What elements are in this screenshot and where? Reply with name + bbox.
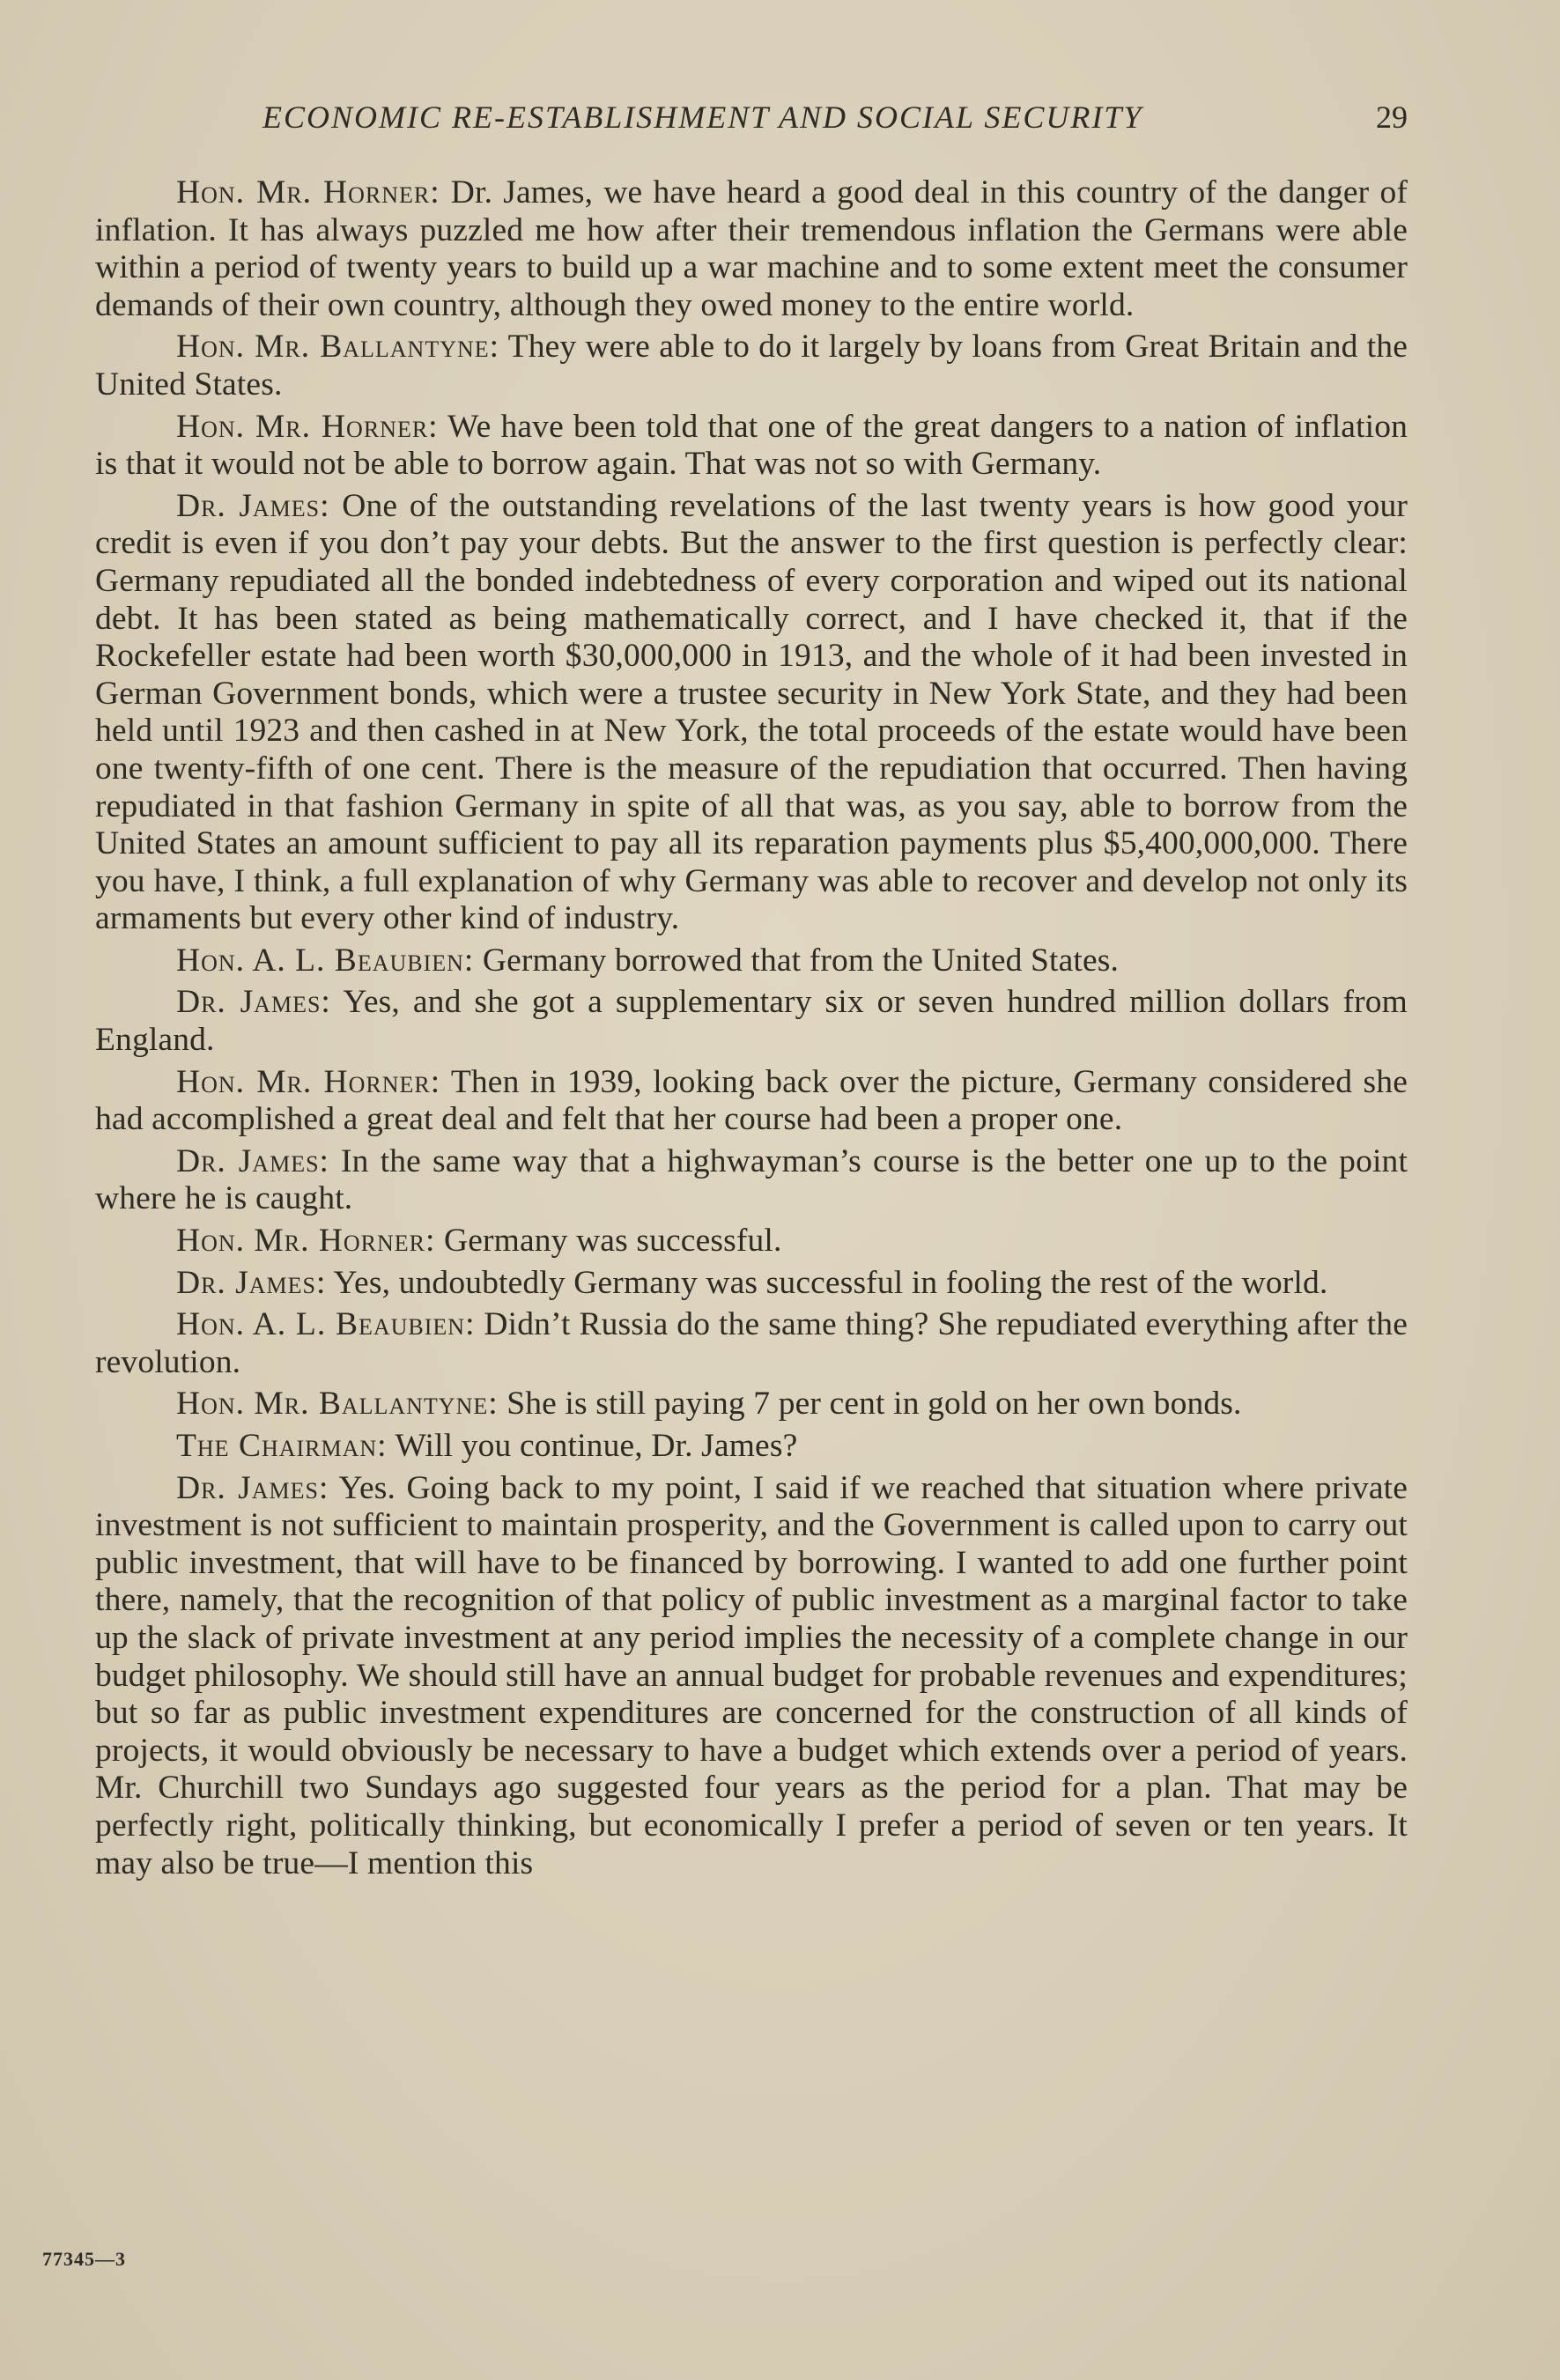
paragraph-text: Yes, undoubtedly Germany was successful in fooling the rest of the world. [326, 1264, 1328, 1301]
speaker-name: Dr. James: [176, 487, 330, 524]
paragraph [95, 984, 1408, 1059]
paragraph [95, 1386, 1408, 1423]
paragraph-text: Germany borrowed that from the United States. [474, 942, 1120, 979]
speaker-name: Dr. James: [176, 1142, 329, 1179]
paragraph-text: They were able to do it largely by loans from Great Britain and the United States. [95, 329, 1408, 403]
paragraph [95, 409, 1408, 484]
paragraph-text: Yes. Going back to my point, I said if we reached that situation where private investment is not sufficient to maintain prosperity, and the Government is called upon to carry out public investment, that will have to be financed by borrowing. I wanted to add one further point there, namely, that the recognition of that policy of public investment as a marginal factor to take up the slack of private investment at any period implies the necessity of a complete change in our budget philosophy. We should still have an annual budget for probable revenues and expenditures; but so far as public investment expenditures are concerned for the construction of all kinds of projects, it would obviously be necessary to have a budget which extends over a period of years. Mr. Churchill two Sundays ago suggested four years as the period for a plan. That may be perfectly right, politically thinking, but economically I prefer a period of seven or ten years. It may also be true—I mention this [95, 1469, 1408, 1881]
body-text [95, 174, 1408, 1887]
paragraph [95, 1470, 1408, 1883]
paragraph [95, 1143, 1408, 1218]
speaker-name: Hon. Mr. Ballantyne: [176, 329, 500, 366]
running-title: ECONOMIC RE-ESTABLISHMENT AND SOCIAL SECURITY [262, 100, 1143, 135]
speaker-name: Dr. James: [176, 1264, 327, 1301]
paragraph [95, 1306, 1408, 1381]
speaker-name: The Chairman: [176, 1428, 388, 1464]
paragraph [95, 1265, 1408, 1303]
running-head [95, 99, 1408, 148]
speaker-name: Hon. Mr. Ballantyne: [176, 1386, 499, 1423]
paragraph-text: Will you continue, Dr. James? [387, 1428, 798, 1464]
speaker-name: Dr. James: [176, 984, 331, 1021]
paragraph [95, 942, 1408, 980]
printer-signature: 77345—3 [42, 2248, 126, 2270]
speaker-name: Hon. Mr. Horner: [176, 174, 440, 211]
page-number: 29 [1376, 100, 1408, 135]
speaker-name: Hon. Mr. Horner: [176, 1063, 441, 1100]
speaker-name: Hon. A. L. Beaubien: [176, 942, 475, 979]
speaker-name: Hon. A. L. Beaubien: [176, 1306, 476, 1343]
paragraph [95, 1223, 1408, 1260]
paragraph-text: Didn’t Russia do the same thing? She repudiated everything after the revolution. [95, 1306, 1408, 1380]
paragraph-text: Germany was successful. [435, 1223, 782, 1260]
paragraph-text: We have been told that one of the great dangers to a nation of inflation is that it would not be able to borrow again. That was not so with Germany. [95, 408, 1408, 483]
speaker-name: Hon. Mr. Horner: [176, 1223, 436, 1260]
paragraph-text: Yes, and she got a supplementary six or seven hundred million dollars from England. [95, 984, 1408, 1059]
speaker-name: Hon. Mr. Horner: [176, 408, 439, 445]
speaker-name: Dr. James: [176, 1469, 329, 1506]
paragraph-text: In the same way that a highwayman’s course is the better one up to the point where he is caught. [95, 1142, 1408, 1217]
paragraph-text: Then in 1939, looking back over the picture, Germany considered she had accomplished a great deal and felt that her course had been a proper one. [95, 1063, 1408, 1138]
paragraph-text: One of the outstanding revelations of the last twenty years is how good your credit is even if you don’t pay your debts. But the answer to the first question is perfectly clear: Germany repudiated all the bonded indebtedness of every corporation and wiped out its national debt. It has been stated as being mathematically correct, and I have checked it, that if the Rockefeller estate had been worth $30,000,000 in 1913, and the whole of it had been invested in German Government bonds, which were a trustee security in New York State, and they had been held until 1923 and then cashed in at New York, the total proceeds of the estate would have been one twenty-fifth of one cent. There is the measure of the repudiation that occurred. Then having repudiated in that fashion Germany in spite of all that was, as you say, able to borrow from the United States an amount sufficient to pay all its reparation payments plus $5,400,000,000. There you have, I think, a full explanation of why Germany was able to recover and develop not only its armaments but every other kind of industry. [95, 487, 1408, 937]
paragraph [95, 329, 1408, 403]
paragraph [95, 488, 1408, 938]
paragraph [95, 174, 1408, 324]
paragraph [95, 1064, 1408, 1139]
paragraph [95, 1428, 1408, 1466]
paragraph-text: She is still paying 7 per cent in gold on her own bonds. [498, 1386, 1242, 1423]
paragraph-text: Dr. James, we have heard a good deal in this country of the danger of inflation. It has always puzzled me how after their tremendous inflation the Germans were able within a period of twenty years to build up a war machine and to some extent meet the consumer demands of their own country, although they owed money to the entire world. [95, 174, 1408, 323]
